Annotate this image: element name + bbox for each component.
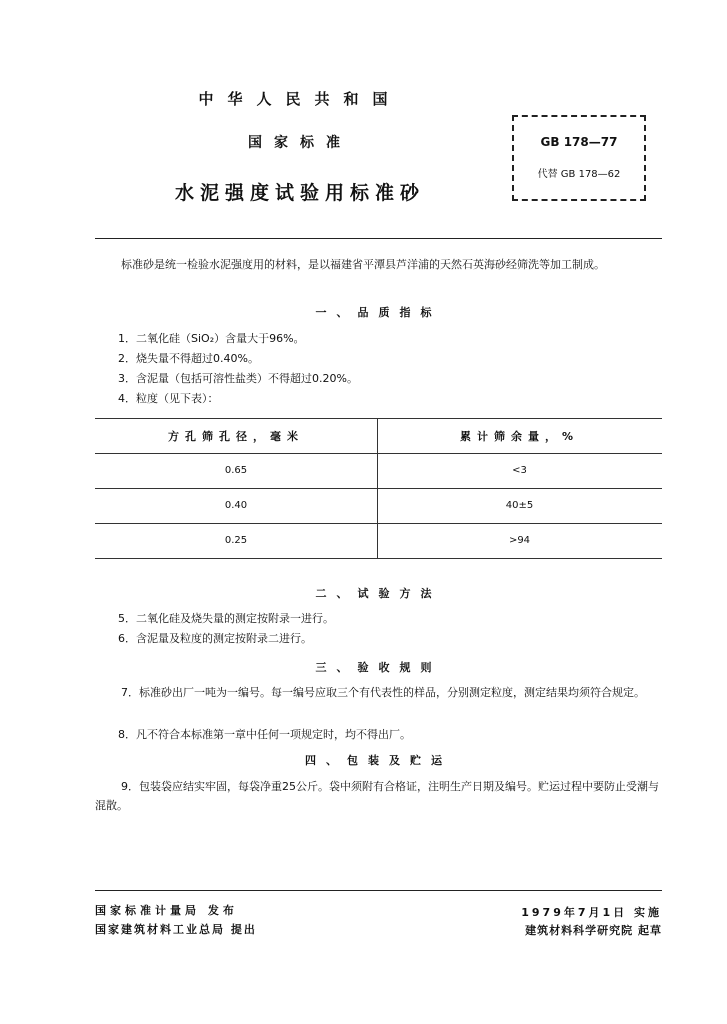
clause-8: 8．凡不符合本标准第一章中任何一项规定时，均不得出厂。 bbox=[118, 728, 411, 741]
table-cell: 0.65 bbox=[224, 465, 248, 476]
country-name: 中华人民共和国 bbox=[198, 90, 402, 108]
section-title-test-methods: 二、试验方法 bbox=[315, 587, 442, 600]
proposer: 国家建筑材料工业总局 提出 bbox=[95, 923, 257, 936]
table-header-cumulative-residue: 累计筛余量，% bbox=[459, 430, 580, 443]
table-cell: >94 bbox=[508, 535, 531, 546]
section-title-quality: 一、品质指标 bbox=[315, 306, 442, 319]
table-cell: 0.25 bbox=[224, 535, 248, 546]
top-divider bbox=[95, 238, 662, 239]
table-rule bbox=[95, 418, 662, 419]
table-cell: <3 bbox=[512, 465, 527, 476]
implementation-date: 1979年7月1日 实施 bbox=[521, 906, 662, 919]
table-header-sieve-size: 方孔筛孔径，毫米 bbox=[168, 430, 304, 443]
standard-type: 国家标准 bbox=[248, 135, 352, 151]
drafter: 建筑材料科学研究院 起草 bbox=[525, 924, 662, 937]
table-rule bbox=[95, 523, 662, 524]
clause-7: 7．标准砂出厂一吨为一编号。每一编号应取三个有代表性的样品，分别测定粒度，测定结果均须符合规定。 bbox=[121, 686, 645, 699]
section-title-acceptance: 三、验收规则 bbox=[315, 661, 442, 674]
replaces-standard: 代替 GB 178—62 bbox=[537, 169, 621, 180]
table-cell: 40±5 bbox=[505, 500, 534, 511]
standard-number-box bbox=[512, 115, 646, 201]
standard-number: GB 178—77 bbox=[540, 135, 618, 149]
issuer: 国家标准计量局 发布 bbox=[95, 904, 238, 917]
clause-3: 3．含泥量（包括可溶性盐类）不得超过0.20%。 bbox=[118, 372, 358, 385]
clause-5: 5．二氧化硅及烧失量的测定按附录一进行。 bbox=[118, 612, 334, 625]
table-rule bbox=[95, 488, 662, 489]
clause-2: 2．烧失量不得超过0.40%。 bbox=[118, 352, 259, 365]
document-title: 水泥强度试验用标准砂 bbox=[174, 182, 425, 204]
clause-6: 6．含泥量及粒度的测定按附录二进行。 bbox=[118, 632, 312, 645]
section-title-packaging: 四、包装及贮运 bbox=[305, 754, 452, 767]
clause-1: 1．二氧化硅（SiO₂）含量大于96%。 bbox=[118, 332, 305, 345]
particle-size-table bbox=[95, 418, 662, 558]
intro-paragraph: 标准砂是统一检验水泥强度用的材料，是以福建省平潭县芦洋浦的天然石英海砂经筛洗等加工制成。 bbox=[121, 258, 605, 271]
table-cell: 0.40 bbox=[224, 500, 248, 511]
clause-9: 9．包装袋应结实牢固，每袋净重25公斤。袋中须附有合格证，注明生产日期及编号。贮运过程中要防止受潮与混散。 bbox=[95, 780, 659, 812]
table-rule bbox=[95, 558, 662, 559]
bottom-divider bbox=[95, 890, 662, 891]
table-rule bbox=[95, 453, 662, 454]
clause-4: 4．粒度（见下表）： bbox=[118, 392, 219, 405]
